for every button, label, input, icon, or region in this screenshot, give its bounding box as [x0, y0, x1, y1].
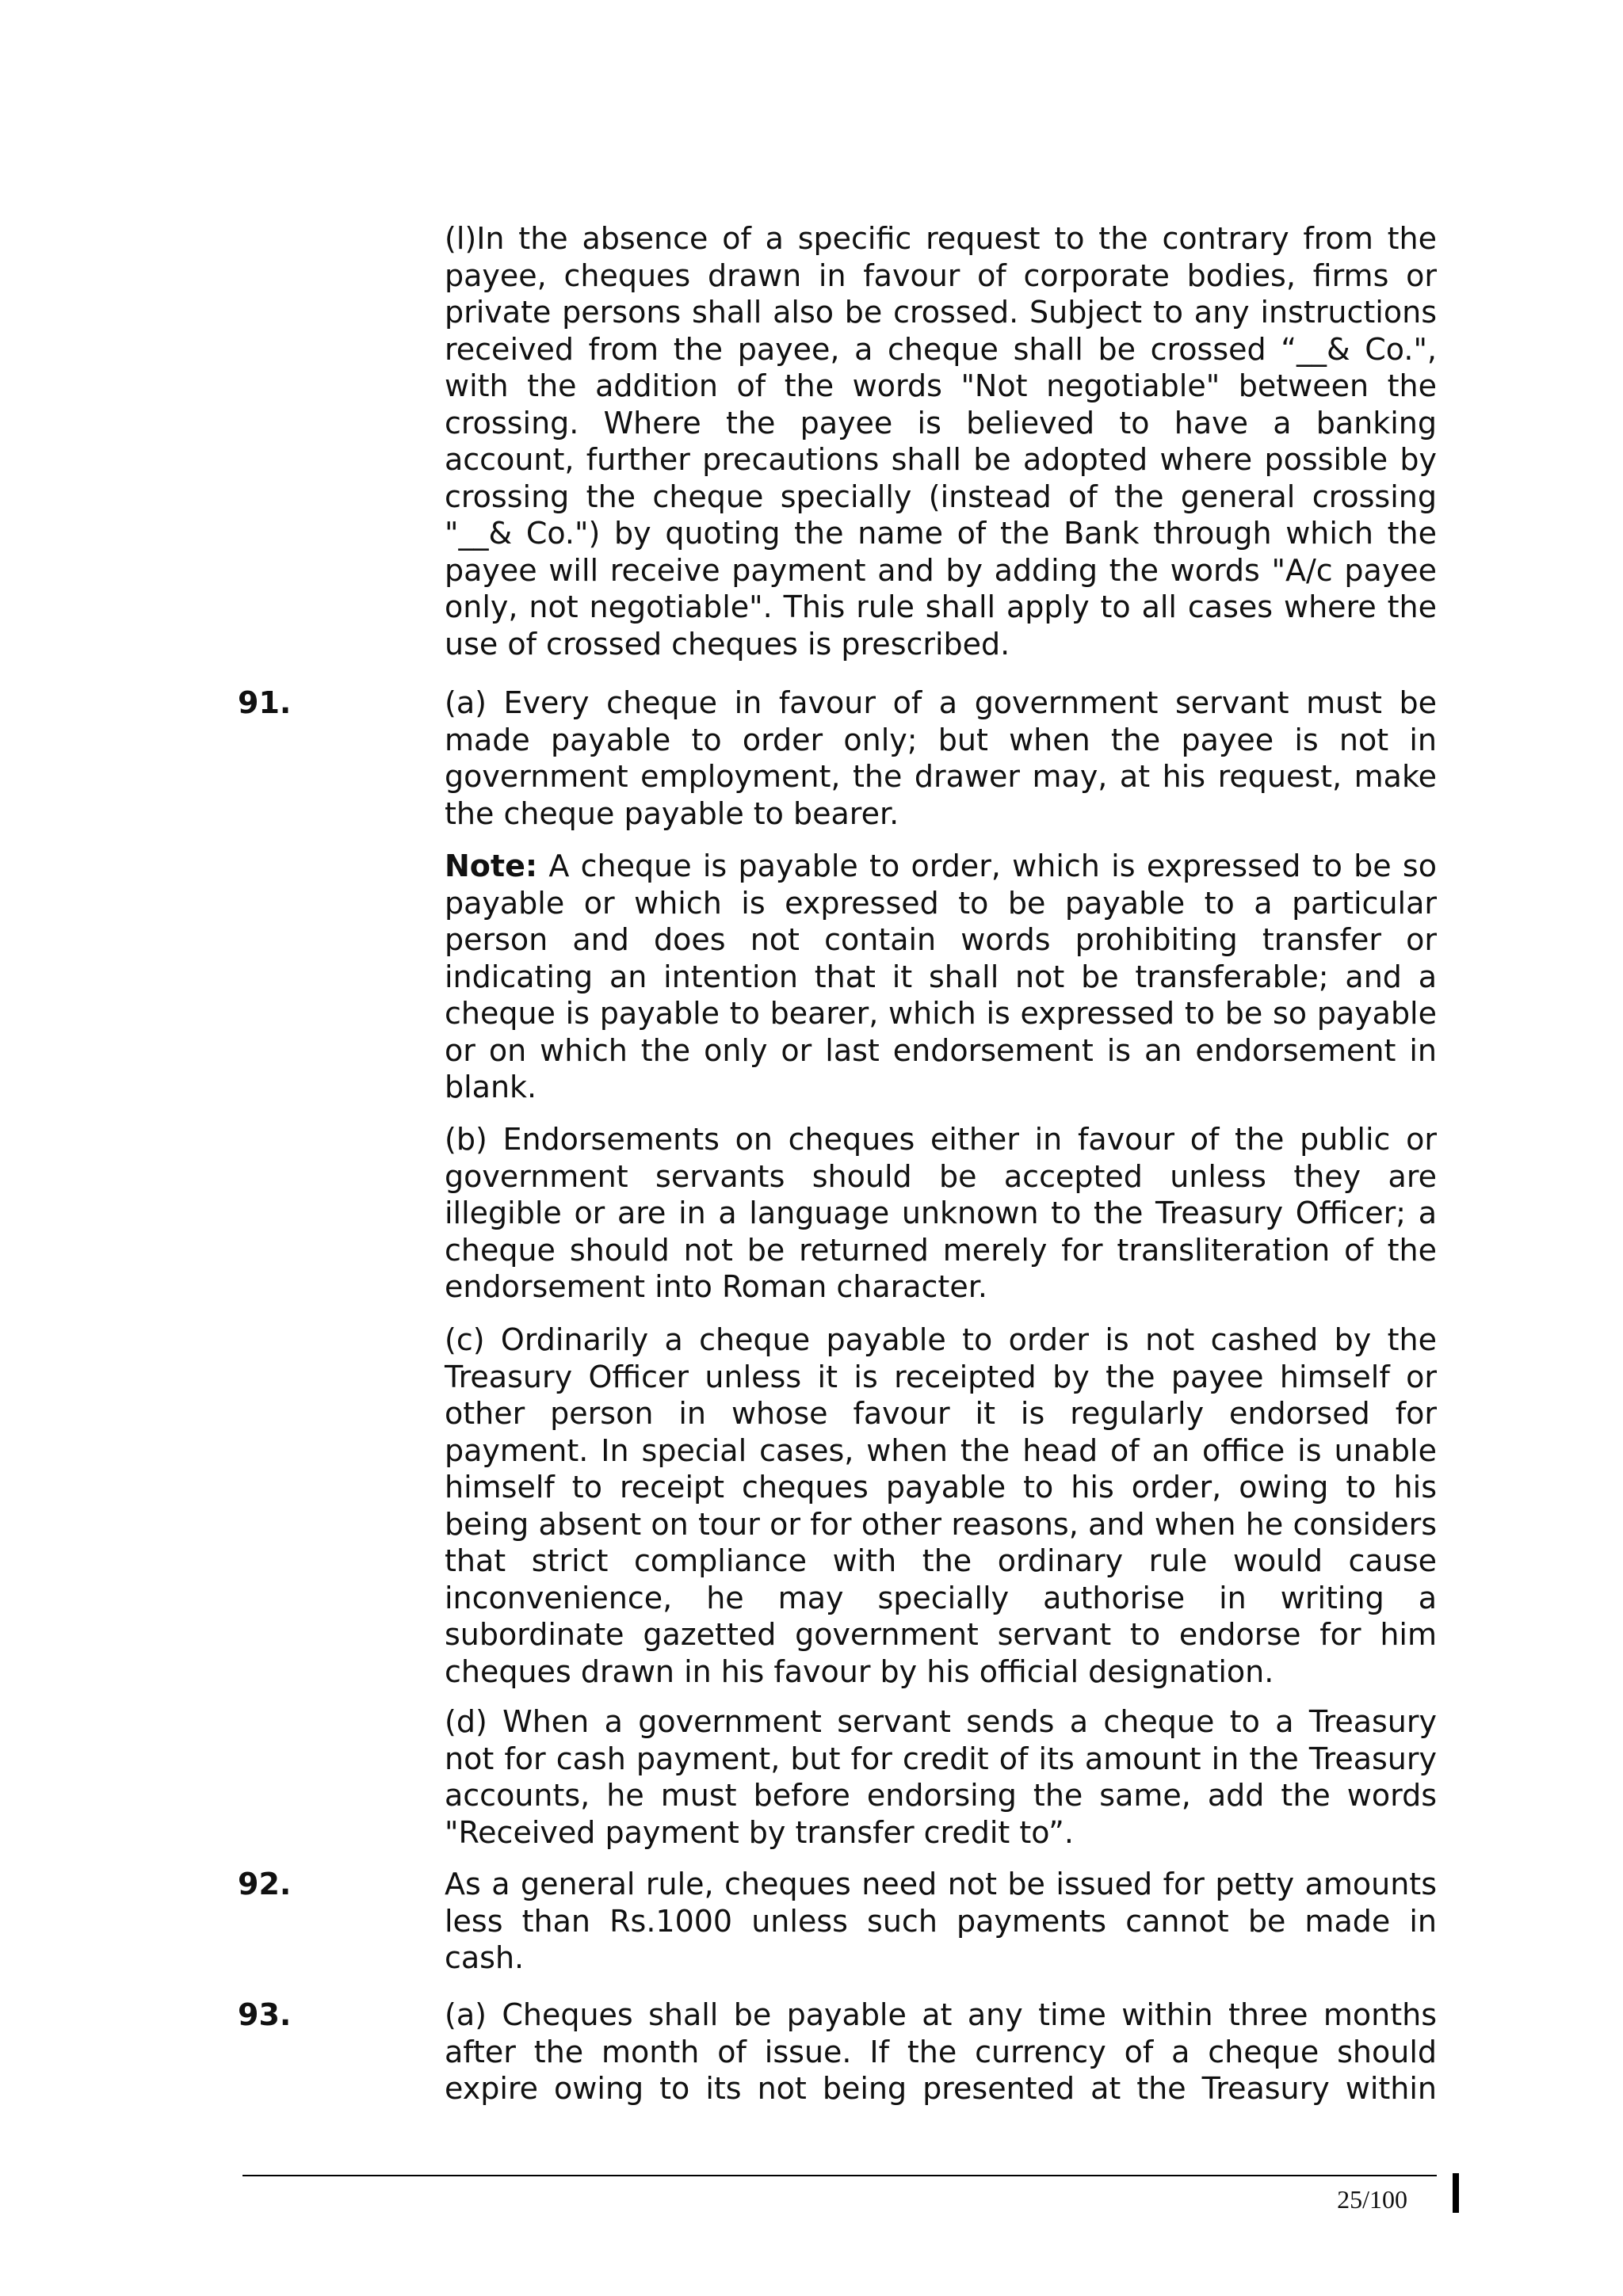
section-number: 91. — [238, 685, 292, 720]
paragraph-92: As a general rule, cheques need not be issued for petty amounts less than Rs.1000 unless such payments cannot be made in cash. — [445, 1867, 1437, 1975]
note-text: A cheque is payable to order, which is expressed to be so payable or which is expressed to be payable to a particular person and does not contain words prohibiting transfer or indicating an intention that it shall not be transferable; and a cheque is payable to bearer, which is expressed to be so payable or on which the only or last endorsement is an endorsement in blank. — [445, 849, 1437, 1104]
margin-marker — [1453, 2173, 1459, 2213]
paragraph-91-c: (c) Ordinarily a cheque payable to order is not cashed by the Treasury Officer unless it is receipted by the payee himself or other person in whose favour it is regularly endorsed for payment. In special cases, when the head of an office is unable himself to receipt cheques payable to his order, owing to his being absent on tour or for other reasons, and when he considers that strict compliance with the ordinary rule would cause inconvenience, he may specially authorise in writing a subordinate gazetted government servant to endorse for him cheques drawn in his favour by his official designation. — [445, 1322, 1437, 1689]
paragraph-91-note — [445, 848, 1437, 1106]
footer-rule — [242, 2175, 1437, 2176]
page-number: 25/100 — [1337, 2185, 1407, 2214]
paragraph-91-a: (a) Every cheque in favour of a government servant must be made payable to order only; but when the payee is not in government employment, the drawer may, at his request, make the cheque payable to bearer. — [445, 685, 1437, 831]
paragraph-l: (l)In the absence of a specific request to the contrary from the payee, cheques drawn in favour of corporate bodies, firms or private persons shall also be crossed. Subject to any instructions received from the payee, a cheque shall be crossed “__& Co.", with the addition of the words "Not negotiable" between the crossing. Where the payee is believed to have a banking account, further precautions shall be adopted where possible by crossing the cheque specially (instead of the general crossing "__& Co.") by quoting the name of the Bank through which the payee will receive payment and by adding the words "A/c payee only, not negotiable". This rule shall apply to all cases where the use of crossed cheques is prescribed. — [445, 221, 1437, 662]
paragraph-93-a: (a) Cheques shall be payable at any time within three months after the month of issue. If the currency of a cheque should expire owing to its not being presented at the Treasury within — [445, 1997, 1437, 2106]
paragraph-91-d: (d) When a government servant sends a cheque to a Treasury not for cash payment, but for credit of its amount in the Treasury accounts, he must before endorsing the same, add the words "Received payment by transfer credit to”. — [445, 1704, 1437, 1850]
note-label: Note: — [445, 849, 538, 883]
paragraph-91-b: (b) Endorsements on cheques either in favour of the public or government servants should be accepted unless they are illegible or are in a language unknown to the Treasury Officer; a cheque should not be returned merely for transliteration of the endorsement into Roman character. — [445, 1122, 1437, 1304]
section-number: 92. — [238, 1867, 292, 1901]
section-number: 93. — [238, 1997, 292, 2032]
